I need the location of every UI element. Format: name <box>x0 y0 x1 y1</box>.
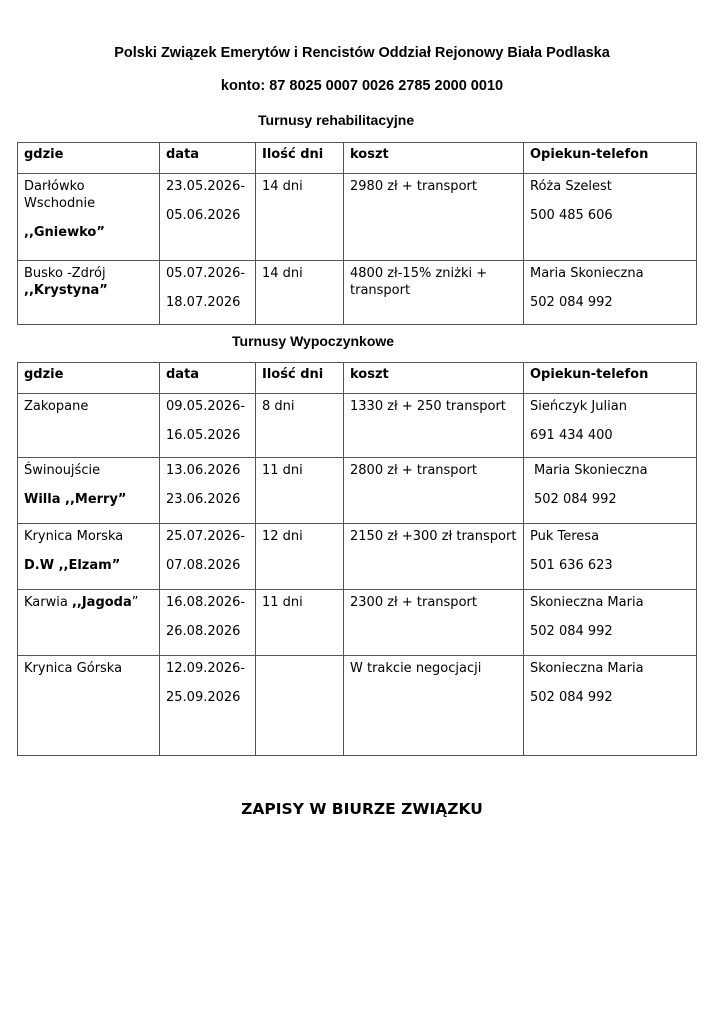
guardian-cell <box>524 261 697 325</box>
cost-text: transport <box>350 282 411 298</box>
date-cell <box>160 174 256 261</box>
place-name: D.W ,,Elzam” <box>24 557 121 573</box>
guardian-phone: 500 485 606 <box>530 207 613 223</box>
document-title: Polski Związek Emerytów i Rencistów Oddział Rejonowy Biała Podlaska <box>114 45 610 61</box>
table-row <box>18 524 697 590</box>
days-cell: 8 dni <box>256 394 344 458</box>
column-header-cost: koszt <box>344 143 524 174</box>
guardian-phone: 501 636 623 <box>530 557 613 573</box>
days-cell: 12 dni <box>256 524 344 590</box>
column-header-days: Ilość dni <box>256 363 344 394</box>
registration-note: ZAPISY W BIURZE ZWIĄZKU <box>241 800 483 818</box>
date-to: 18.07.2026 <box>166 294 241 310</box>
leisure-table <box>17 362 697 756</box>
cost-cell: 2150 zł +300 zł transport <box>344 524 524 590</box>
guardian-name: Skonieczna Maria <box>530 595 644 610</box>
date-cell <box>160 656 256 756</box>
guardian-phone: 691 434 400 <box>530 427 613 443</box>
date-to: 25.09.2026 <box>166 689 241 705</box>
guardian-phone: 502 084 992 <box>534 491 617 507</box>
place-cell <box>18 656 160 756</box>
table-row <box>18 394 697 458</box>
place-text: Krynica Górska <box>24 661 123 676</box>
place-text: Darłówko <box>24 179 85 194</box>
cost-cell: W trakcie negocjacji <box>344 656 524 756</box>
guardian-phone: 502 084 992 <box>530 689 613 705</box>
cost-cell: 2980 zł + transport <box>344 174 524 261</box>
bank-account: konto: 87 8025 0007 0026 2785 2000 0010 <box>220 78 504 94</box>
column-header-date: data <box>160 143 256 174</box>
place-cell <box>18 174 160 261</box>
place-text: Świnoujście <box>24 463 101 478</box>
rehab-table <box>17 142 697 325</box>
date-cell <box>160 590 256 656</box>
table-header-row <box>18 363 697 394</box>
days-cell: 14 dni <box>256 174 344 261</box>
place-text: Krynica Morska <box>24 529 124 544</box>
place-text: Karwia <box>24 595 72 610</box>
cost-cell: 1330 zł + 250 transport <box>344 394 524 458</box>
guardian-name: Róża Szelest <box>530 179 612 194</box>
date-to: 16.05.2026 <box>166 427 241 443</box>
date-from: 23.05.2026- <box>166 179 246 194</box>
days-cell: 11 dni <box>256 590 344 656</box>
guardian-cell <box>524 174 697 261</box>
guardian-name: Maria Skonieczna <box>534 463 648 478</box>
guardian-cell <box>524 458 697 524</box>
cost-cell: 2800 zł + transport <box>344 458 524 524</box>
guardian-name: Sieńczyk Julian <box>530 399 627 414</box>
column-header-guardian: Opiekun-telefon <box>524 363 697 394</box>
place-name: ,,Jagoda <box>71 595 132 610</box>
column-header-date: data <box>160 363 256 394</box>
place-cell <box>18 394 160 458</box>
place-suffix: ” <box>131 595 139 610</box>
cost-cell <box>344 261 524 325</box>
table-header-row <box>18 143 697 174</box>
place-text: Busko -Zdrój <box>24 266 106 281</box>
place-text: Wschodnie <box>24 195 96 211</box>
date-from: 16.08.2026- <box>166 595 246 610</box>
date-from: 13.06.2026 <box>166 463 241 478</box>
guardian-name: Skonieczna Maria <box>530 661 644 676</box>
rehab-section-title: Turnusy rehabilitacyjne <box>258 112 415 128</box>
date-from: 12.09.2026- <box>166 661 246 676</box>
date-to: 05.06.2026 <box>166 207 241 223</box>
column-header-guardian: Opiekun-telefon <box>524 143 697 174</box>
table-row <box>18 261 697 325</box>
place-name: ,,Gniewko” <box>24 224 105 240</box>
cost-text: 4800 zł-15% zniżki + <box>350 266 488 281</box>
date-to: 07.08.2026 <box>166 557 241 573</box>
column-header-place: gdzie <box>18 143 160 174</box>
column-header-place: gdzie <box>18 363 160 394</box>
date-from: 09.05.2026- <box>166 399 246 414</box>
guardian-cell <box>524 394 697 458</box>
table-row <box>18 174 697 261</box>
date-cell <box>160 458 256 524</box>
column-header-days: Ilość dni <box>256 143 344 174</box>
place-cell <box>18 458 160 524</box>
place-text: Zakopane <box>24 399 89 414</box>
table-row <box>18 656 697 756</box>
guardian-cell <box>524 656 697 756</box>
days-cell: 14 dni <box>256 261 344 325</box>
guardian-cell <box>524 524 697 590</box>
place-cell <box>18 590 160 656</box>
date-from: 05.07.2026- <box>166 266 246 281</box>
days-cell <box>256 656 344 756</box>
guardian-name: Puk Teresa <box>530 529 600 544</box>
column-header-cost: koszt <box>344 363 524 394</box>
place-cell <box>18 524 160 590</box>
date-cell <box>160 394 256 458</box>
leisure-section-title: Turnusy Wypoczynkowe <box>232 333 395 349</box>
guardian-name: Maria Skonieczna <box>530 266 644 281</box>
cost-cell: 2300 zł + transport <box>344 590 524 656</box>
date-cell <box>160 261 256 325</box>
table-row <box>18 590 697 656</box>
days-cell: 11 dni <box>256 458 344 524</box>
date-cell <box>160 524 256 590</box>
place-name: ,,Krystyna” <box>24 282 108 298</box>
date-to: 23.06.2026 <box>166 491 241 507</box>
place-cell <box>18 261 160 325</box>
guardian-phone: 502 084 992 <box>530 294 613 310</box>
table-row <box>18 458 697 524</box>
date-from: 25.07.2026- <box>166 529 246 544</box>
guardian-phone: 502 084 992 <box>530 623 613 639</box>
place-name: Willa ,,Merry” <box>24 491 127 507</box>
guardian-cell <box>524 590 697 656</box>
date-to: 26.08.2026 <box>166 623 241 639</box>
